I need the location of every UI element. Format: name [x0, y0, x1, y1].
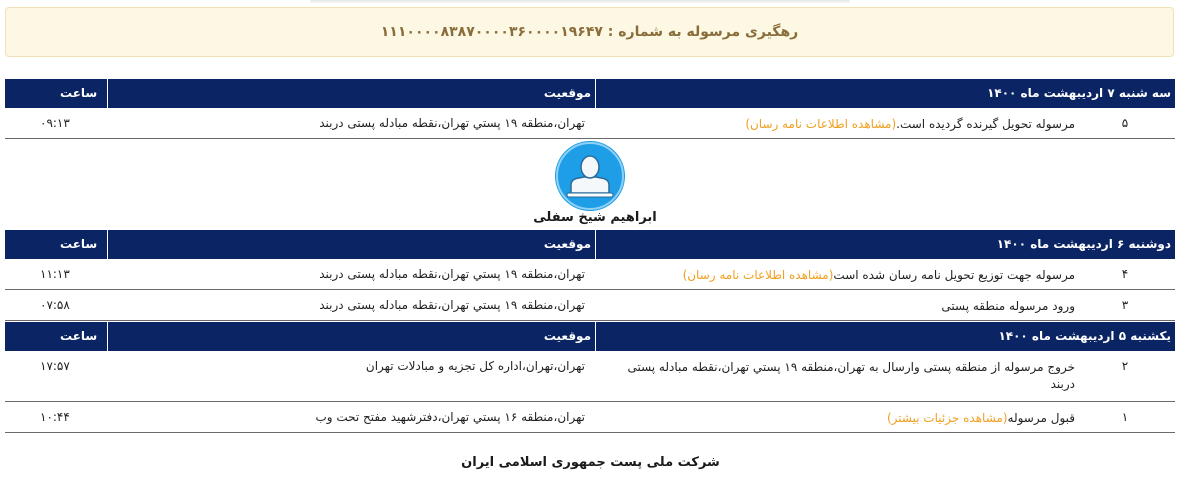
event-time: ۱۷:۵۷	[40, 359, 70, 373]
event-description	[605, 359, 1075, 393]
view-postman-info-link[interactable]: (مشاهده اطلاعات نامه رسان)	[745, 117, 897, 131]
day-header	[5, 79, 1175, 108]
day-header	[5, 322, 1175, 351]
event-location: تهران،منطقه ۱۶ پستي تهران،دفترشهید مفتح تحت وب	[315, 410, 585, 424]
table-row	[5, 402, 1175, 433]
receiver-avatar	[555, 141, 625, 211]
table-row	[5, 108, 1175, 139]
table-row	[5, 259, 1175, 290]
event-description-text: مرسوله جهت توزیع تحویل نامه رسان شده است	[833, 268, 1075, 282]
location-column-header: موقعیت	[107, 322, 595, 351]
event-location: تهران،تهران،اداره کل تجزیه و مبادلات تهران	[365, 359, 585, 373]
table-row	[5, 290, 1175, 321]
event-time: ۰۷:۵۸	[40, 298, 70, 312]
event-description-text: خروج مرسوله از منطقه پستی وارسال به تهران،منطقه ۱۹ پستي تهران،نقطه مبادله پستی دربند	[627, 360, 1075, 391]
event-description	[605, 298, 1075, 315]
event-number: ۲	[1121, 359, 1129, 373]
event-description	[605, 267, 1075, 284]
location-column-header: موقعیت	[107, 230, 595, 259]
event-description	[605, 116, 1075, 133]
view-postman-info-link[interactable]: (مشاهده اطلاعات نامه رسان)	[682, 268, 834, 282]
view-more-details-link[interactable]: (مشاهده جزئیات بیشتر)	[886, 411, 1008, 425]
event-description-text: قبول مرسوله	[1007, 411, 1075, 425]
event-number: ۳	[1121, 298, 1129, 312]
day-date: سه شنبه ۷ اردیبهشت ماه ۱۴۰۰	[595, 79, 1175, 108]
event-description	[605, 410, 1075, 427]
event-location: تهران،منطقه ۱۹ پستي تهران،نقطه مبادله پستی دربند	[319, 116, 585, 130]
event-description-text: ورود مرسوله منطقه پستی	[941, 299, 1075, 313]
table-row	[5, 351, 1175, 402]
event-location: تهران،منطقه ۱۹ پستي تهران،نقطه مبادله پستی دربند	[319, 267, 585, 281]
location-column-header: موقعیت	[107, 79, 595, 108]
tracking-banner	[5, 7, 1174, 57]
event-time: ۱۱:۱۳	[40, 267, 70, 281]
event-location: تهران،منطقه ۱۹ پستي تهران،نقطه مبادله پستی دربند	[319, 298, 585, 312]
person-silhouette-icon	[555, 141, 625, 211]
event-description-text: مرسوله تحویل گیرنده گردیده است.	[896, 117, 1075, 131]
day-header	[5, 230, 1175, 259]
event-number: ۴	[1121, 267, 1129, 281]
top-shadow	[310, 0, 850, 4]
day-date: دوشنبه ۶ اردیبهشت ماه ۱۴۰۰	[595, 230, 1175, 259]
event-time: ۱۰:۴۴	[40, 410, 70, 424]
event-number: ۵	[1121, 116, 1129, 130]
time-column-header: ساعت	[60, 86, 98, 100]
tracking-title: رهگیری مرسوله به شماره : ۱۱۱۰۰۰۰۸۳۸۷۰۰۰۰۳۶۰۰۰۰۱۹۶۴۷	[380, 24, 799, 40]
receiver-name: ابراهیم شیخ سفلی	[533, 210, 657, 225]
day-date: یکشنبه ۵ اردیبهشت ماه ۱۴۰۰	[595, 322, 1175, 351]
time-column-header: ساعت	[60, 237, 98, 251]
time-column-header: ساعت	[60, 329, 98, 343]
footer-company-name: شرکت ملی پست جمهوری اسلامی ایران	[461, 455, 720, 470]
event-time: ۰۹:۱۳	[40, 116, 70, 130]
event-number: ۱	[1121, 410, 1129, 424]
